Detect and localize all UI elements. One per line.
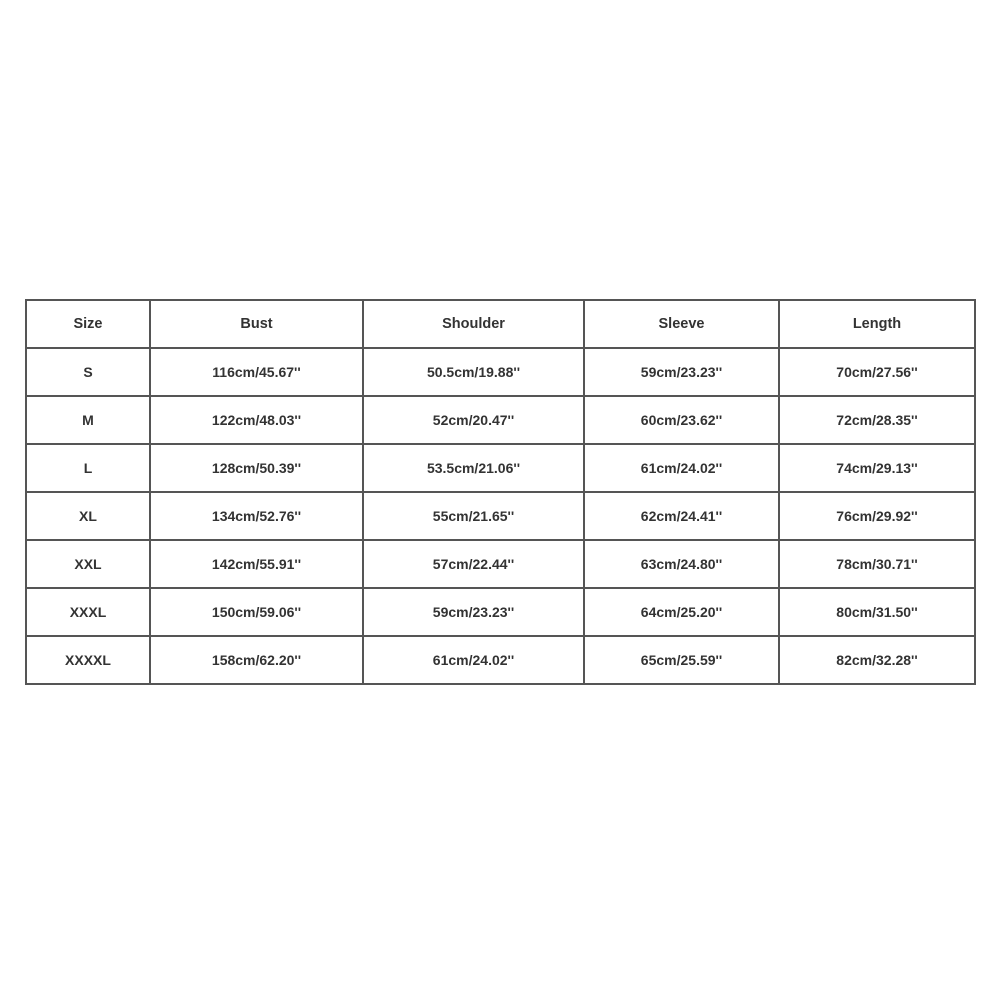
bust-cell: 134cm/52.76'' (150, 492, 363, 540)
table-row (26, 636, 975, 684)
sleeve-cell: 60cm/23.62'' (584, 396, 779, 444)
length-cell: 78cm/30.71'' (779, 540, 975, 588)
sleeve-cell: 61cm/24.02'' (584, 444, 779, 492)
bust-cell: 150cm/59.06'' (150, 588, 363, 636)
bust-cell: 116cm/45.67'' (150, 348, 363, 396)
shoulder-cell: 50.5cm/19.88'' (363, 348, 584, 396)
header-row (26, 300, 975, 348)
size-cell: S (26, 348, 150, 396)
size-chart-table (25, 299, 976, 685)
header-length: Length (779, 300, 975, 348)
shoulder-cell: 52cm/20.47'' (363, 396, 584, 444)
shoulder-cell: 57cm/22.44'' (363, 540, 584, 588)
table-row (26, 540, 975, 588)
length-cell: 76cm/29.92'' (779, 492, 975, 540)
table-row (26, 588, 975, 636)
length-cell: 70cm/27.56'' (779, 348, 975, 396)
length-cell: 82cm/32.28'' (779, 636, 975, 684)
sleeve-cell: 62cm/24.41'' (584, 492, 779, 540)
length-cell: 80cm/31.50'' (779, 588, 975, 636)
sleeve-cell: 59cm/23.23'' (584, 348, 779, 396)
table-row (26, 492, 975, 540)
table-row (26, 396, 975, 444)
table-row (26, 348, 975, 396)
size-cell: XXXL (26, 588, 150, 636)
header-bust: Bust (150, 300, 363, 348)
header-sleeve: Sleeve (584, 300, 779, 348)
sleeve-cell: 63cm/24.80'' (584, 540, 779, 588)
bust-cell: 122cm/48.03'' (150, 396, 363, 444)
bust-cell: 128cm/50.39'' (150, 444, 363, 492)
shoulder-cell: 61cm/24.02'' (363, 636, 584, 684)
length-cell: 74cm/29.13'' (779, 444, 975, 492)
sleeve-cell: 65cm/25.59'' (584, 636, 779, 684)
size-cell: XXL (26, 540, 150, 588)
size-cell: XL (26, 492, 150, 540)
header-size: Size (26, 300, 150, 348)
sleeve-cell: 64cm/25.20'' (584, 588, 779, 636)
length-cell: 72cm/28.35'' (779, 396, 975, 444)
shoulder-cell: 55cm/21.65'' (363, 492, 584, 540)
bust-cell: 158cm/62.20'' (150, 636, 363, 684)
size-cell: XXXXL (26, 636, 150, 684)
shoulder-cell: 53.5cm/21.06'' (363, 444, 584, 492)
table-row (26, 444, 975, 492)
size-cell: M (26, 396, 150, 444)
shoulder-cell: 59cm/23.23'' (363, 588, 584, 636)
size-cell: L (26, 444, 150, 492)
bust-cell: 142cm/55.91'' (150, 540, 363, 588)
header-shoulder: Shoulder (363, 300, 584, 348)
